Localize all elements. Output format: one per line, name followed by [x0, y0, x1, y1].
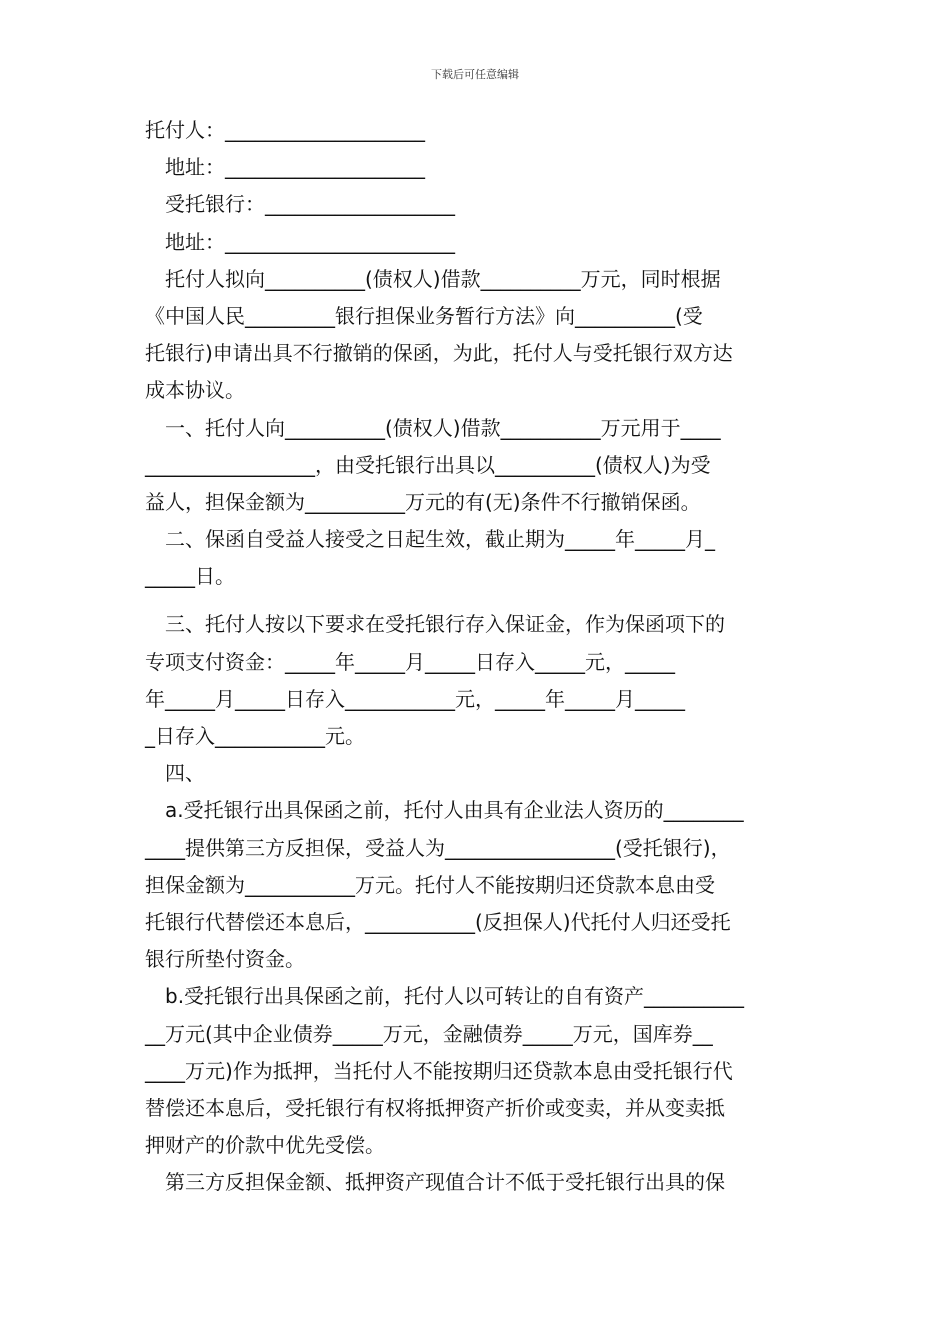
doc-line: 二、保函自受益人接受之日起生效，截止期为_____年_____月_ [165, 527, 715, 552]
doc-line: 替偿还本息后，受托银行有权将抵押资产折价或变卖，并从变卖抵 [145, 1095, 725, 1120]
doc-line: _____日。 [145, 564, 235, 589]
doc-line: 银行所垫付资金。 [145, 947, 305, 972]
doc-line: 第三方反担保金额、抵押资产现值合计不低于受托银行出具的保 [165, 1170, 725, 1195]
doc-line: 托付人：____________________ [145, 118, 425, 142]
doc-line: 年_____月_____日存入___________元，_____年_____月_____ [145, 686, 685, 711]
paragraph-gap [145, 595, 810, 606]
doc-line: 地址：____________________ [165, 155, 425, 180]
doc-line: 托银行)申请出具不行撤销的保函，为此，托付人与受托银行双方达 [145, 341, 733, 366]
doc-line: _________________，由受托银行出具以__________(债权人)为受 [145, 452, 711, 477]
page-header: 下载后可任意编辑 [431, 68, 519, 81]
doc-line: ____万元)作为抵押，当托付人不能按期归还贷款本息由受托银行代 [145, 1058, 733, 1083]
doc-line: 专项支付资金：_____年_____月_____日存入_____元，_____ [145, 649, 675, 674]
doc-line: 托银行代替偿还本息后，___________(反担保人)代托付人归还受托 [145, 909, 731, 934]
doc-line: 担保金额为___________万元。托付人不能按期归还贷款本息由受 [145, 872, 715, 897]
doc-line: 三、托付人按以下要求在受托银行存入保证金，作为保函项下的 [165, 612, 725, 637]
doc-line: 受托银行：___________________ [165, 192, 455, 217]
doc-line: 地址：_______________________ [165, 229, 455, 254]
doc-line: 押财产的价款中优先受偿。 [145, 1133, 385, 1158]
doc-line: a.受托银行出具保函之前，托付人由具有企业法人资历的________ [165, 798, 744, 823]
doc-line: 《中国人民_________银行担保业务暂行方法》向__________(受 [145, 303, 703, 328]
doc-line: b.受托银行出具保函之前，托付人以可转让的自有资产__________ [165, 984, 745, 1009]
doc-line: ____提供第三方反担保，受益人为_________________(受托银行)， [145, 835, 731, 860]
doc-line: __万元(其中企业债券_____万元，金融债券_____万元，国库券__ [145, 1021, 713, 1046]
doc-line: _日存入___________元。 [145, 724, 365, 748]
doc-line: 益人，担保金额为__________万元的有(无)条件不行撤销保函。 [145, 489, 701, 514]
document-body [145, 112, 810, 1201]
doc-line: 四、 [165, 761, 205, 786]
doc-line: 一、托付人向__________(债权人)借款__________万元用于____ [165, 415, 721, 440]
doc-line: 托付人拟向__________(债权人)借款__________万元，同时根据 [165, 266, 721, 291]
doc-line: 成本协议。 [145, 378, 245, 403]
